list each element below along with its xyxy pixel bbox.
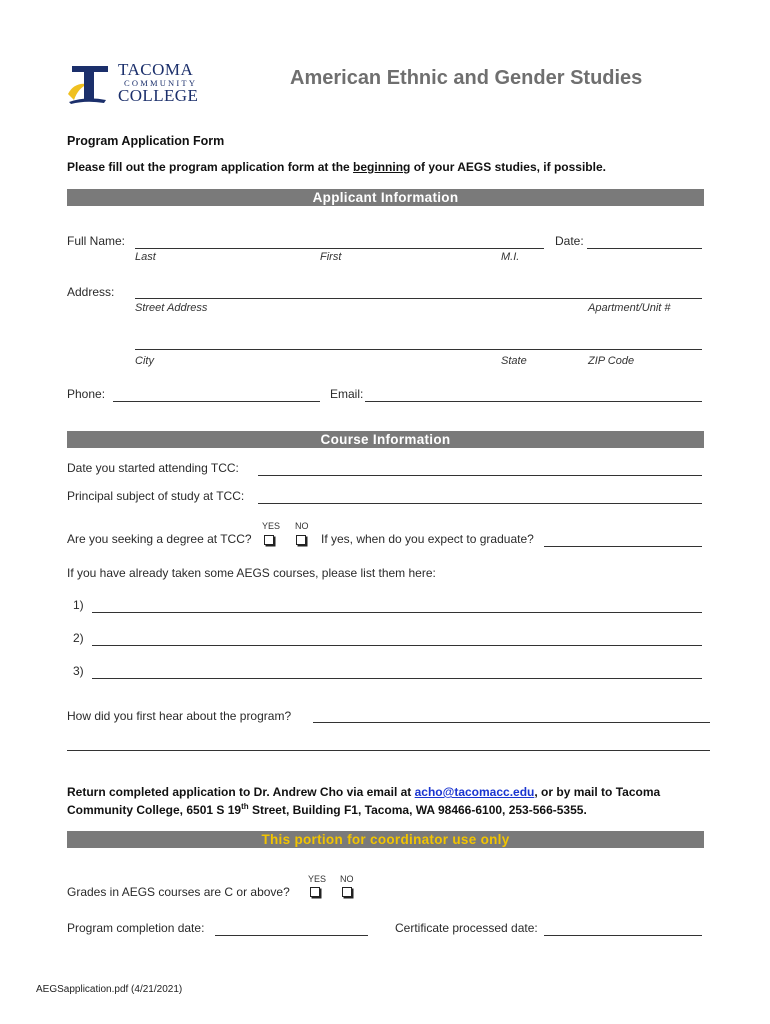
grades-no-checkbox[interactable] [342, 887, 352, 897]
form-title: Program Application Form [67, 134, 225, 148]
document-title: American Ethnic and Gender Studies [290, 67, 643, 89]
instruction-post: of your AEGS studies, if possible. [410, 160, 606, 174]
course-info-heading: Course Information [67, 431, 704, 448]
principal-subject-label: Principal subject of study at TCC: [67, 489, 245, 503]
city-state-zip-field[interactable] [135, 349, 702, 350]
return-text-mid: , or by mail to Tacoma [534, 785, 661, 799]
date-label: Date: [555, 234, 584, 248]
course-number-3: 3) [73, 664, 84, 678]
degree-yes-label: YES [262, 521, 281, 531]
grades-no-label: NO [340, 874, 354, 884]
hear-about-label: How did you first hear about the program? [67, 709, 292, 723]
degree-no-label: NO [295, 521, 309, 531]
return-address-post: Street, Building F1, Tacoma, WA 98466-6100, 253-566-5355. [248, 803, 587, 817]
form-instruction [67, 160, 606, 174]
course-3-field[interactable] [92, 678, 702, 679]
course-number-2: 2) [73, 631, 84, 645]
coordinator-heading: This portion for coordinator use only [67, 831, 704, 848]
course-number-1: 1) [73, 598, 84, 612]
logo-word-college: COLLEGE [118, 86, 199, 105]
street-address-field[interactable] [135, 298, 702, 299]
logo-word-tacoma: TACOMA [118, 60, 194, 79]
full-name-field[interactable] [135, 248, 544, 249]
return-address-pre: Community College, 6501 S 19 [67, 803, 242, 817]
return-text-pre: Return completed application to Dr. Andrew Cho via email at [67, 785, 415, 799]
college-logo [66, 60, 206, 106]
grades-yes-checkbox[interactable] [310, 887, 320, 897]
address-label: Address: [67, 285, 115, 299]
degree-yes-checkbox[interactable] [264, 535, 274, 545]
course-2-field[interactable] [92, 645, 702, 646]
degree-no-checkbox[interactable] [296, 535, 306, 545]
return-address [67, 802, 587, 817]
email-field[interactable] [365, 401, 702, 402]
principal-subject-field[interactable] [258, 503, 702, 504]
course-1-field[interactable] [92, 612, 702, 613]
coordinator-email-link[interactable]: acho@tacomacc.edu [414, 785, 535, 799]
degree-question: Are you seeking a degree at TCC? [67, 532, 252, 546]
hear-about-field-line-2[interactable] [67, 750, 710, 751]
return-address-sup: th [241, 802, 249, 811]
graduate-date-field[interactable] [544, 546, 702, 547]
email-label: Email: [330, 387, 364, 401]
applicant-info-heading: Applicant Information [67, 189, 704, 206]
certificate-date-label: Certificate processed date: [395, 921, 538, 935]
grades-question: Grades in AEGS courses are C or above? [67, 885, 290, 899]
logo-word-community: COMMUNITY [124, 78, 198, 88]
zip-sublabel: ZIP Code [588, 355, 635, 367]
date-field[interactable] [587, 248, 702, 249]
state-sublabel: State [501, 355, 527, 367]
grades-yes-label: YES [308, 874, 327, 884]
last-name-sublabel: Last [135, 251, 156, 263]
first-name-sublabel: First [320, 251, 342, 263]
full-name-label: Full Name: [67, 234, 126, 248]
instruction-pre: Please fill out the program application form at the [67, 160, 354, 174]
middle-initial-sublabel: M.I. [501, 251, 520, 263]
return-instructions [67, 785, 660, 799]
city-sublabel: City [135, 355, 154, 367]
certificate-date-field[interactable] [544, 935, 702, 936]
completion-date-label: Program completion date: [67, 921, 205, 935]
completion-date-field[interactable] [215, 935, 368, 936]
phone-label: Phone: [67, 387, 106, 401]
hear-about-field[interactable] [313, 722, 710, 723]
taken-courses-label: If you have already taken some AEGS courses, please list them here: [67, 566, 436, 580]
date-started-field[interactable] [258, 475, 702, 476]
apartment-sublabel: Apartment/Unit # [588, 302, 671, 314]
phone-field[interactable] [113, 401, 320, 402]
graduate-question: If yes, when do you expect to graduate? [321, 532, 534, 546]
date-started-label: Date you started attending TCC: [67, 461, 239, 475]
instruction-emphasis: beginning [353, 160, 411, 174]
footer-filename: AEGSapplication.pdf (4/21/2021) [36, 984, 183, 995]
street-address-sublabel: Street Address [135, 302, 208, 314]
